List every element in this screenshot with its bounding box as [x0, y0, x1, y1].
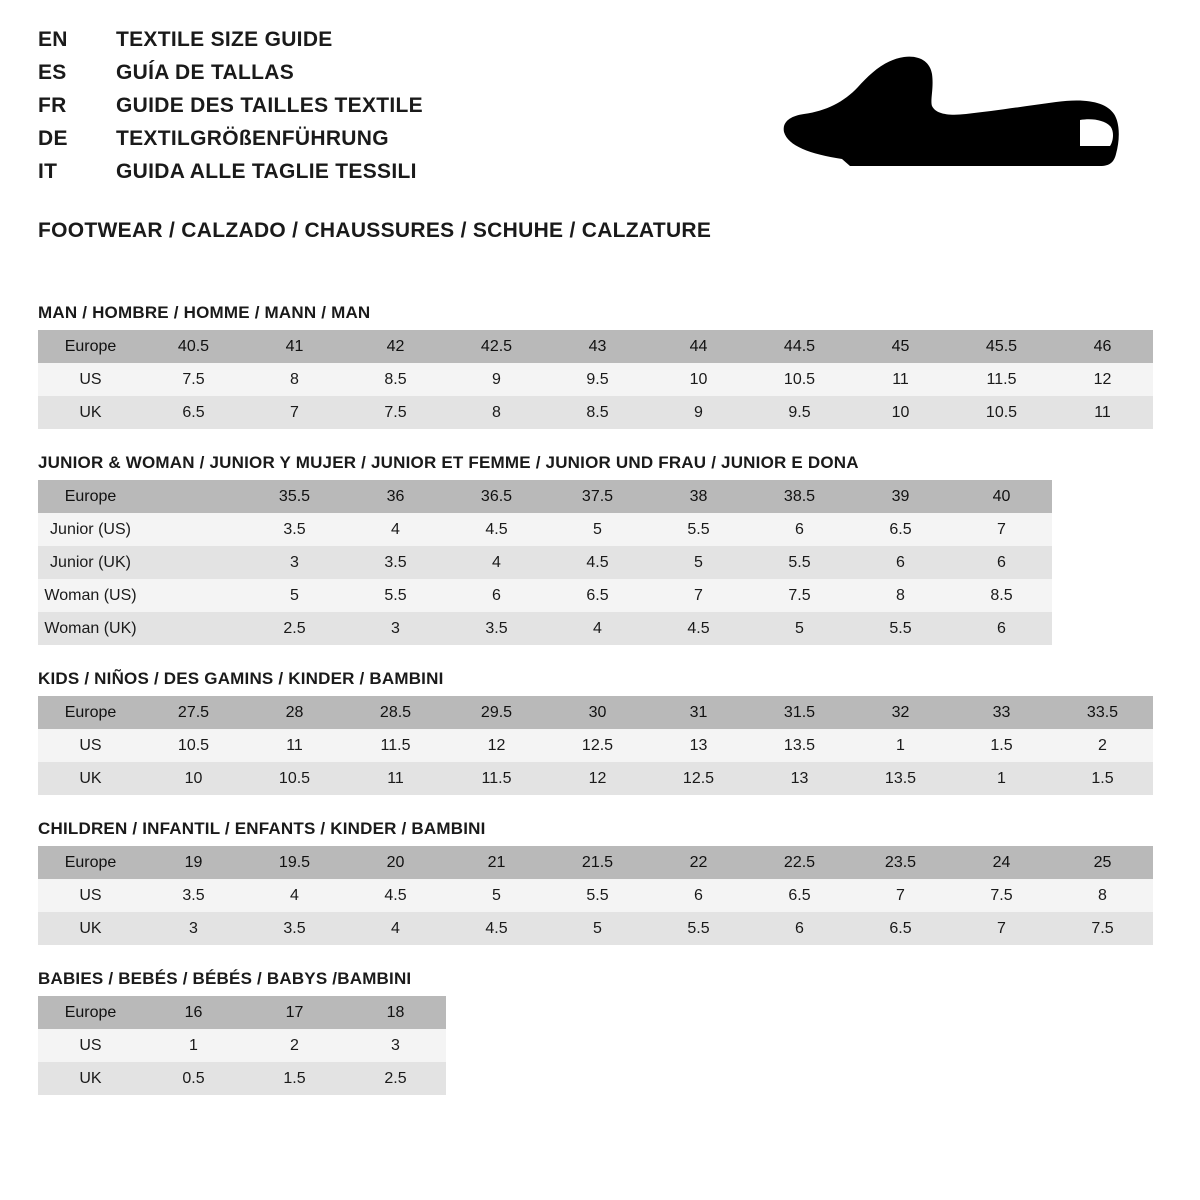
language-title-list — [38, 28, 423, 193]
cell: 2.5 — [345, 1062, 446, 1095]
cell: 3.5 — [244, 912, 345, 945]
cell: 8.5 — [547, 396, 648, 429]
cell: 16 — [143, 996, 244, 1029]
table-row — [38, 546, 1052, 579]
cell: 13 — [648, 729, 749, 762]
cell: 6 — [749, 513, 850, 546]
cell: 22.5 — [749, 846, 850, 879]
cell: 2.5 — [244, 612, 345, 645]
table-row — [38, 330, 1153, 363]
cell: 5.5 — [547, 879, 648, 912]
language-title: GUIDA ALLE TAGLIE TESSILI — [116, 160, 417, 183]
cell: 1 — [951, 762, 1052, 795]
table-row — [38, 912, 1153, 945]
cell: 7 — [244, 396, 345, 429]
table-row — [38, 879, 1153, 912]
cell: 38.5 — [749, 480, 850, 513]
cell: 3 — [345, 612, 446, 645]
section-title: JUNIOR & WOMAN / JUNIOR Y MUJER / JUNIOR ET FEMME / JUNIOR UND FRAU / JUNIOR E DONA — [38, 453, 859, 472]
cell: 5 — [547, 912, 648, 945]
cell: 11.5 — [446, 762, 547, 795]
row-label: Europe — [38, 480, 143, 513]
language-code: IT — [38, 160, 58, 183]
cell: 5.5 — [850, 612, 951, 645]
cell: 4 — [446, 546, 547, 579]
cell: 7 — [951, 513, 1052, 546]
cell: 8 — [446, 396, 547, 429]
language-code: ES — [38, 61, 67, 84]
cell: 40.5 — [143, 330, 244, 363]
row-label: Junior (US) — [38, 513, 143, 546]
cell: 6.5 — [749, 879, 850, 912]
cell: 11 — [345, 762, 446, 795]
language-row — [38, 61, 423, 94]
cell: 10.5 — [951, 396, 1052, 429]
cell: 6 — [749, 912, 850, 945]
cell: 6.5 — [547, 579, 648, 612]
cell: 4.5 — [648, 612, 749, 645]
cell: 3.5 — [143, 879, 244, 912]
section-title: KIDS / NIÑOS / DES GAMINS / KINDER / BAMBINI — [38, 669, 444, 688]
cell: 39 — [850, 480, 951, 513]
section-children — [38, 819, 1168, 945]
cell: 5.5 — [648, 513, 749, 546]
cell: 18 — [345, 996, 446, 1029]
cell: 5 — [244, 579, 345, 612]
table-row — [38, 1062, 446, 1095]
cell: 7.5 — [749, 579, 850, 612]
language-code: DE — [38, 127, 68, 150]
cell: 40 — [951, 480, 1052, 513]
cell: 21 — [446, 846, 547, 879]
cell: 7 — [850, 879, 951, 912]
section-title: BABIES / BEBÉS / BÉBÉS / BABYS /BAMBINI — [38, 969, 412, 988]
cell — [143, 480, 244, 513]
cell: 4 — [547, 612, 648, 645]
cell: 41 — [244, 330, 345, 363]
table-row — [38, 846, 1153, 879]
cell: 1.5 — [1052, 762, 1153, 795]
cell: 28 — [244, 696, 345, 729]
section-man — [38, 303, 1168, 429]
cell: 1.5 — [244, 1062, 345, 1095]
cell: 10.5 — [244, 762, 345, 795]
document-header — [38, 28, 1168, 193]
cell: 4 — [345, 513, 446, 546]
cell: 31 — [648, 696, 749, 729]
table-row — [38, 762, 1153, 795]
cell: 11.5 — [951, 363, 1052, 396]
cell: 23.5 — [850, 846, 951, 879]
cell: 2 — [1052, 729, 1153, 762]
table-row — [38, 612, 1052, 645]
language-title: TEXTILGRÖßENFÜHRUNG — [116, 127, 389, 150]
cell: 10 — [143, 762, 244, 795]
cell: 9 — [446, 363, 547, 396]
row-label: Woman (US) — [38, 579, 143, 612]
row-label: US — [38, 729, 143, 762]
cell: 7 — [648, 579, 749, 612]
row-label: Europe — [38, 696, 143, 729]
cell: 6 — [648, 879, 749, 912]
cell: 31.5 — [749, 696, 850, 729]
cell: 11.5 — [345, 729, 446, 762]
row-label: UK — [38, 396, 143, 429]
cell: 7 — [951, 912, 1052, 945]
table-row — [38, 1029, 446, 1062]
cell: 44 — [648, 330, 749, 363]
cell: 33.5 — [1052, 696, 1153, 729]
cell: 12 — [446, 729, 547, 762]
language-title: TEXTILE SIZE GUIDE — [116, 28, 333, 51]
cell: 10 — [648, 363, 749, 396]
cell: 9.5 — [749, 396, 850, 429]
cell: 30 — [547, 696, 648, 729]
row-label: Woman (UK) — [38, 612, 143, 645]
language-row — [38, 94, 423, 127]
cell: 21.5 — [547, 846, 648, 879]
language-row — [38, 160, 423, 193]
size-table-kids — [38, 696, 1153, 795]
cell — [143, 579, 244, 612]
row-label: Europe — [38, 330, 143, 363]
size-table-junior-woman — [38, 480, 1052, 645]
table-row — [38, 396, 1153, 429]
cell: 3.5 — [244, 513, 345, 546]
table-row — [38, 696, 1153, 729]
cell: 37.5 — [547, 480, 648, 513]
cell: 12 — [547, 762, 648, 795]
cell: 6 — [446, 579, 547, 612]
cell: 3.5 — [345, 546, 446, 579]
cell: 42.5 — [446, 330, 547, 363]
row-label: US — [38, 1029, 143, 1062]
cell: 19.5 — [244, 846, 345, 879]
table-row — [38, 480, 1052, 513]
row-label: UK — [38, 912, 143, 945]
cell: 32 — [850, 696, 951, 729]
cell: 8.5 — [345, 363, 446, 396]
cell: 36.5 — [446, 480, 547, 513]
cell: 0.5 — [143, 1062, 244, 1095]
cell: 3 — [345, 1029, 446, 1062]
cell: 1.5 — [951, 729, 1052, 762]
cell: 10.5 — [143, 729, 244, 762]
row-label: UK — [38, 762, 143, 795]
cell: 11 — [1052, 396, 1153, 429]
cell: 2 — [244, 1029, 345, 1062]
cell: 6.5 — [143, 396, 244, 429]
language-title: GUÍA DE TALLAS — [116, 61, 295, 84]
row-label: US — [38, 363, 143, 396]
cell: 8.5 — [951, 579, 1052, 612]
size-table-babies — [38, 996, 446, 1095]
section-title: MAN / HOMBRE / HOMME / MANN / MAN — [38, 303, 371, 322]
section-title: CHILDREN / INFANTIL / ENFANTS / KINDER / BAMBINI — [38, 819, 486, 838]
language-code: EN — [38, 28, 68, 51]
cell: 44.5 — [749, 330, 850, 363]
cell: 33 — [951, 696, 1052, 729]
cell: 1 — [850, 729, 951, 762]
cell — [143, 612, 244, 645]
cell — [143, 546, 244, 579]
cell: 4.5 — [446, 912, 547, 945]
table-row — [38, 579, 1052, 612]
cell: 6 — [951, 546, 1052, 579]
cell: 45.5 — [951, 330, 1052, 363]
table-row — [38, 996, 446, 1029]
cell: 7.5 — [143, 363, 244, 396]
cell: 24 — [951, 846, 1052, 879]
cell: 5 — [446, 879, 547, 912]
cell: 9.5 — [547, 363, 648, 396]
cell: 8 — [244, 363, 345, 396]
cell: 6 — [951, 612, 1052, 645]
cell: 25 — [1052, 846, 1153, 879]
section-junior-woman — [38, 453, 1168, 645]
cell: 7.5 — [345, 396, 446, 429]
size-table-man — [38, 330, 1153, 429]
cell: 1 — [143, 1029, 244, 1062]
section-kids — [38, 669, 1168, 795]
cell: 6.5 — [850, 912, 951, 945]
language-row — [38, 127, 423, 160]
row-label: US — [38, 879, 143, 912]
cell: 13 — [749, 762, 850, 795]
cell: 35.5 — [244, 480, 345, 513]
cell: 10.5 — [749, 363, 850, 396]
cell — [143, 513, 244, 546]
cell: 3 — [244, 546, 345, 579]
cell: 6 — [850, 546, 951, 579]
table-row — [38, 729, 1153, 762]
cell: 3 — [143, 912, 244, 945]
language-title: GUIDE DES TAILLES TEXTILE — [116, 94, 423, 117]
cell: 3.5 — [446, 612, 547, 645]
row-label: Junior (UK) — [38, 546, 143, 579]
cell: 7.5 — [951, 879, 1052, 912]
row-label: Europe — [38, 846, 143, 879]
cell: 46 — [1052, 330, 1153, 363]
category-title: FOOTWEAR / CALZADO / CHAUSSURES / SCHUHE / CALZATURE — [38, 219, 712, 242]
cell: 4.5 — [446, 513, 547, 546]
cell: 22 — [648, 846, 749, 879]
cell: 19 — [143, 846, 244, 879]
dress-shoe-icon — [780, 54, 1140, 184]
cell: 27.5 — [143, 696, 244, 729]
cell: 5 — [749, 612, 850, 645]
cell: 6.5 — [850, 513, 951, 546]
cell: 36 — [345, 480, 446, 513]
table-row — [38, 513, 1052, 546]
cell: 8 — [1052, 879, 1153, 912]
language-row — [38, 28, 423, 61]
cell: 5.5 — [345, 579, 446, 612]
cell: 12.5 — [547, 729, 648, 762]
cell: 10 — [850, 396, 951, 429]
cell: 4.5 — [547, 546, 648, 579]
cell: 4 — [244, 879, 345, 912]
table-row — [38, 363, 1153, 396]
cell: 12 — [1052, 363, 1153, 396]
cell: 13.5 — [850, 762, 951, 795]
cell: 17 — [244, 996, 345, 1029]
cell: 5 — [648, 546, 749, 579]
cell: 43 — [547, 330, 648, 363]
cell: 38 — [648, 480, 749, 513]
cell: 42 — [345, 330, 446, 363]
cell: 29.5 — [446, 696, 547, 729]
row-label: UK — [38, 1062, 143, 1095]
cell: 13.5 — [749, 729, 850, 762]
cell: 9 — [648, 396, 749, 429]
cell: 28.5 — [345, 696, 446, 729]
cell: 5.5 — [749, 546, 850, 579]
section-babies — [38, 969, 1168, 1095]
cell: 45 — [850, 330, 951, 363]
cell: 4.5 — [345, 879, 446, 912]
cell: 5 — [547, 513, 648, 546]
cell: 12.5 — [648, 762, 749, 795]
cell: 11 — [244, 729, 345, 762]
row-label: Europe — [38, 996, 143, 1029]
cell: 5.5 — [648, 912, 749, 945]
cell: 20 — [345, 846, 446, 879]
cell: 4 — [345, 912, 446, 945]
cell: 8 — [850, 579, 951, 612]
cell: 7.5 — [1052, 912, 1153, 945]
size-table-children — [38, 846, 1153, 945]
cell: 11 — [850, 363, 951, 396]
language-code: FR — [38, 94, 67, 117]
